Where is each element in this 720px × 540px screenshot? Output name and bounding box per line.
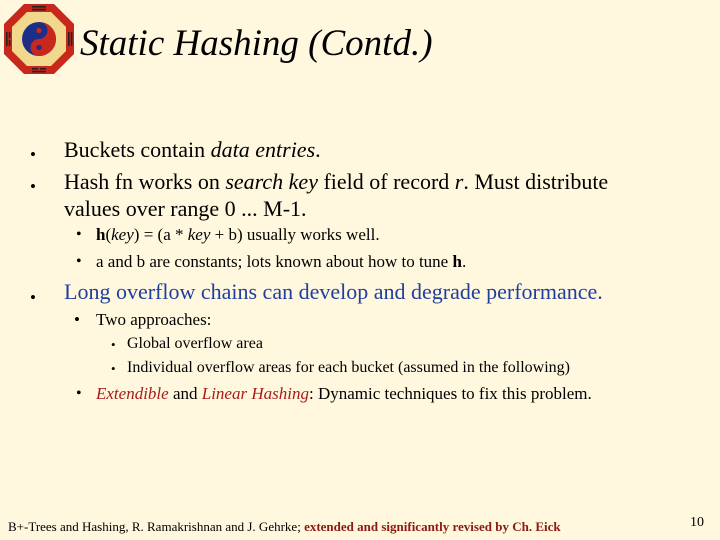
sub-bullet-dynamic-hashing <box>96 384 592 404</box>
bullet-text: + b) usually works well. <box>210 225 380 244</box>
bullet-overflow-chains: Long overflow chains can develop and degrade performance. <box>64 279 603 304</box>
hash-function-h: h <box>96 225 106 244</box>
sub-bullet-hash-formula <box>96 225 380 245</box>
sub-sub-bullet-global: Global overflow area <box>127 335 263 352</box>
extendible-hashing-term: Extendible <box>96 384 169 403</box>
bullet-text: . <box>461 252 467 271</box>
page-number: 10 <box>690 515 704 530</box>
footer-revision-note: extended and significantly revised by Ch. Eick <box>304 519 561 534</box>
bullet-marker: • <box>30 288 36 307</box>
bullet-marker: • <box>111 337 116 352</box>
bullet-text: . <box>315 137 321 162</box>
bullet-text: ) = (a * <box>133 225 188 244</box>
bullet-marker: • <box>30 177 36 196</box>
bullet-marker: • <box>74 310 80 329</box>
bullet-marker: • <box>76 226 82 243</box>
sub-bullet-constants <box>96 252 466 272</box>
bullet-emphasis: key <box>187 225 211 244</box>
bullet-text: Hash fn works on <box>64 169 226 194</box>
linear-hashing-term: Linear Hashing <box>201 384 309 403</box>
bullet-hash-fn-line2: values over range 0 ... M-1. <box>64 196 307 221</box>
bullet-text: Buckets contain <box>64 137 211 162</box>
bullet-text: ( <box>105 225 112 244</box>
bullet-text: . Must distribute <box>463 169 609 194</box>
bullet-text: field of record <box>317 169 455 194</box>
sub-sub-bullet-individual: Individual overflow areas for each bucket (assumed in the following) <box>127 359 570 376</box>
yin-yang-logo <box>2 2 76 76</box>
footer-text: B+-Trees and Hashing, R. Ramakrishnan and J. Gehrke; <box>8 519 305 534</box>
bullet-marker: • <box>30 145 36 164</box>
bullet-marker: • <box>76 253 82 270</box>
bullet-hash-fn <box>64 169 608 195</box>
bullet-emphasis: r <box>454 169 464 194</box>
bullet-emphasis: key <box>111 225 134 244</box>
bullet-emphasis: search key <box>225 169 318 194</box>
slide-title: Static Hashing (Contd.) <box>80 23 433 64</box>
hash-function-h: h <box>452 252 462 271</box>
slide-footer <box>8 519 561 535</box>
bullet-text: and <box>168 384 202 403</box>
bullet-text: a and b are constants; lots known about how to tune <box>96 252 453 271</box>
bullet-text: : Dynamic techniques to fix this problem. <box>308 384 592 403</box>
bullet-buckets <box>64 137 321 163</box>
bullet-marker: • <box>76 385 82 402</box>
bullet-marker: • <box>111 361 116 376</box>
bullet-emphasis: data entries <box>210 137 316 162</box>
sub-bullet-two-approaches: Two approaches: <box>96 310 212 329</box>
